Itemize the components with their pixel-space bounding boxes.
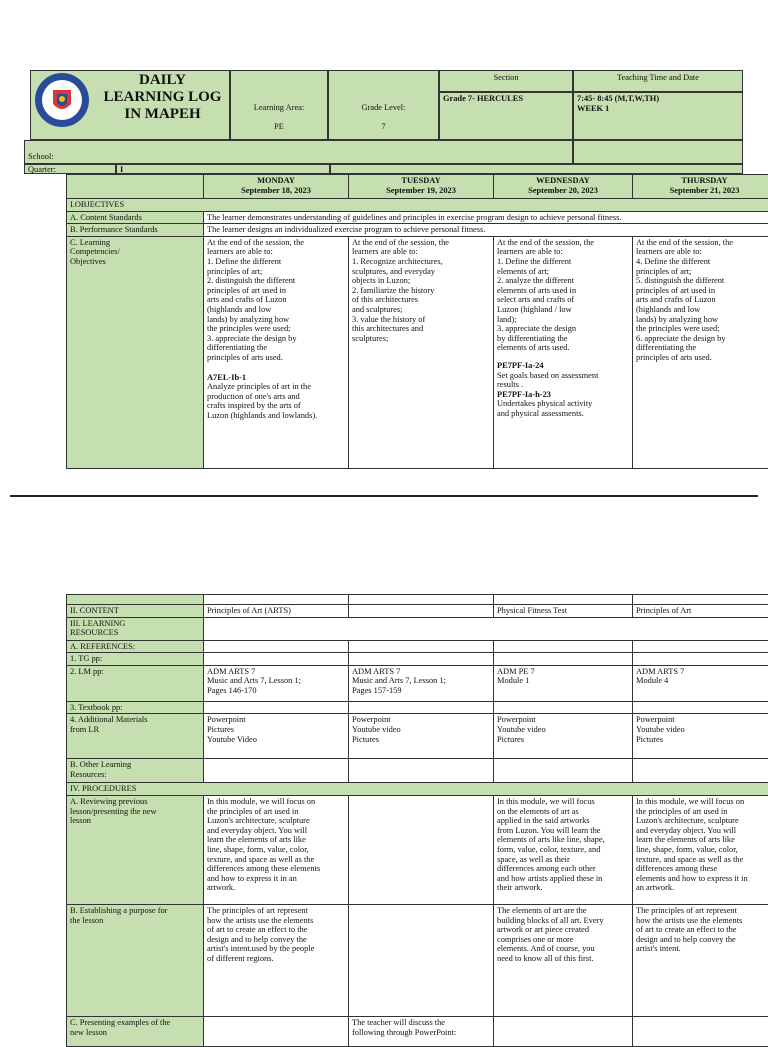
reviewing-monday: In this module, we will focus on the principles of art used in Luzon's architecture, sculpture and everyday object. You will learn the elements of arts like line, shape, form, value, color, texture, and space as well as the differences among these elements and how to express it in an artwork. — [204, 795, 349, 904]
day-header-thursday: THURSDAY September 21, 2023 — [633, 175, 768, 199]
learning-area-label: Learning Area: — [234, 103, 324, 113]
day-header-wednesday: WEDNESDAY September 20, 2023 — [494, 175, 633, 199]
purpose-label: B. Establishing a purpose for the lesson — [67, 904, 204, 1016]
content-standards-value: The learner demonstrates understanding of guidelines and principles in exercise program design to achieve personal fitness. — [204, 211, 768, 224]
reviewing-wednesday: In this module, we will focus on the elements of art as applied in the said artworks from Luzon. You will learn the elements of arts like line, shape, form, value, color, texture, and space, as well as their differences among each other and how artists applied these in their artwork. — [494, 795, 633, 904]
content-standards-label: A. Content Standards — [67, 211, 204, 224]
examples-thursday — [633, 1016, 768, 1046]
section-value-cell: Grade 7- HERCULES — [439, 92, 573, 140]
content-thursday: Principles of Art — [633, 605, 768, 618]
learning-resources-label: III. LEARNING RESOURCES — [67, 617, 204, 640]
other-resources-label: B. Other Learning Resources: — [67, 759, 204, 783]
examples-label: C. Presenting examples of the new lesson — [67, 1016, 204, 1046]
day-header-monday: MONDAY September 18, 2023 — [204, 175, 349, 199]
teacher-cell — [330, 164, 743, 174]
purpose-tuesday — [349, 904, 494, 1016]
deped-seal-icon — [34, 72, 90, 128]
objectives-thursday: At the end of the session, the learners are able to: 4. Define the different principles of art; 5. distinguish the different principles of art used in arts and crafts of Luzon (highlands and low lands) by analyzing how the principles were used; 6. appreciate the design by differentiating the principles of arts used. — [633, 236, 768, 468]
grade-level-cell — [328, 70, 439, 140]
additional-thursday: Powerpoint Youtube video Pictures — [633, 714, 768, 759]
objectives-monday: At the end of the session, the learners are able to: 1. Define the different principles of art; 2. distinguish the different principles of art used in arts and crafts of Luzon (highlands and low lands) by analyzing how the principles were used; 3. appreciate the design by differentiating the principles of arts used. A7EL-Ib-1 Analyze principles of art in the production of one's arts and crafts inspired by the arts of Luzon (highlands and lowlands). — [204, 236, 349, 468]
lm-wednesday: ADM PE 7 Module 1 — [494, 665, 633, 701]
reviewing-lesson-label: A. Reviewing previous lesson/presenting the new lesson — [67, 795, 204, 904]
lm-label: 2. LM pp: — [67, 665, 204, 701]
textbook-label: 3. Textbook pp: — [67, 701, 204, 714]
additional-tuesday: Powerpoint Youtube video Pictures — [349, 714, 494, 759]
learning-competencies-label: C. Learning Competencies/ Objectives — [67, 236, 204, 468]
objectives-table — [66, 174, 768, 469]
examples-monday — [204, 1016, 349, 1046]
performance-standards-label: B. Performance Standards — [67, 224, 204, 237]
examples-wednesday — [494, 1016, 633, 1046]
learning-area-value: PE — [234, 122, 324, 132]
quarter-label-cell: Quarter: — [24, 164, 116, 174]
content-wednesday: Physical Fitness Test — [494, 605, 633, 618]
examples-tuesday: The teacher will discuss the following through PowerPoint: — [349, 1016, 494, 1046]
purpose-thursday: The principles of art represent how the artists use the elements of art to create an effect to the design and to help convey the artist's intent. — [633, 904, 768, 1016]
day-header-tuesday: TUESDAY September 19, 2023 — [349, 175, 494, 199]
additional-wednesday: Powerpoint Youtube video Pictures — [494, 714, 633, 759]
code-pe7pf-ia-h-23: PE7PF-Ia-h-23 — [497, 390, 629, 400]
lm-tuesday: ADM ARTS 7 Music and Arts 7, Lesson 1; Pages 157-159 — [349, 665, 494, 701]
reviewing-thursday: In this module, we will focus on the principles of art used in Luzon's architecture, sculpture and everyday object. You will learn the elements of arts like line, shape, form, value, color, texture, and space as well as the differences among these elements and how to express it in an artwork. — [633, 795, 768, 904]
school-label: School: — [28, 152, 569, 162]
code-pe7pf-ia-24: PE7PF-Ia-24 — [497, 361, 629, 371]
purpose-monday: The principles of art represent how the artists use the elements of art to create an effect to the design and to help convey the artist's intent.used by the people of different regions. — [204, 904, 349, 1016]
section-label-cell: Section — [439, 70, 573, 92]
time-value-cell: 7:45- 8:45 (M,T,W,TH) WEEK 1 — [573, 92, 743, 140]
objectives-tuesday: At the end of the session, the learners are able to: 1. Recognize architectures, sculptures, and everyday objects in Luzon; 2. familiarize the history of this architectures and sculptures; 3. value the history of this architectures and sculptures; — [349, 236, 494, 468]
p2-top-blank — [67, 595, 204, 605]
learning-area-cell — [230, 70, 328, 140]
time-label-cell: Teaching Time and Date — [573, 70, 743, 92]
day-header-blank — [67, 175, 204, 199]
tg-label: 1. TG pp: — [67, 653, 204, 666]
additional-monday: Powerpoint Pictures Youtube Video — [204, 714, 349, 759]
quarter-value-cell: I — [116, 164, 330, 174]
code-a7el-ib-1: A7EL-Ib-1 — [207, 373, 345, 383]
additional-materials-label: 4. Additional Materials from LR — [67, 714, 204, 759]
grade-level-value: 7 — [332, 122, 435, 132]
objectives-wednesday: At the end of the session, the learners are able to: 1. Define the different elements of art; 2. analyze the different elements of arts used in select arts and crafts of Luzon (highland / low land); 3. appreciate the design by differentiating the elements of arts used. PE7PF-Ia-24 Set goals based on assessment results . PE7PF-Ia-h-23 Undertakes physical activity and physical assessments. — [494, 236, 633, 468]
school-cell — [24, 140, 573, 164]
reviewing-tuesday — [349, 795, 494, 904]
references-label: A. REFERENCES: — [67, 640, 204, 653]
school-right-cell — [573, 140, 743, 164]
purpose-wednesday: The elements of art are the building blocks of all art. Every artwork or art piece created comprises one or more elements. And of course, you need to know all of this first. — [494, 904, 633, 1016]
performance-standards-value: The learner designs an individualized exercise program to achieve personal fitness. — [204, 224, 768, 237]
content-tuesday — [349, 605, 494, 618]
page-divider — [10, 495, 758, 497]
content-label: II. CONTENT — [67, 605, 204, 618]
lm-thursday: ADM ARTS 7 Module 4 — [633, 665, 768, 701]
objectives-section-label: I.OBJECTIVES — [67, 199, 768, 212]
learning-resources-value — [204, 617, 768, 640]
procedures-label: IV. PROCEDURES — [67, 783, 768, 796]
content-monday: Principles of Art (ARTS) — [204, 605, 349, 618]
procedures-table — [66, 594, 768, 1047]
lm-monday: ADM ARTS 7 Music and Arts 7, Lesson 1; Pages 146-170 — [204, 665, 349, 701]
log-title: DAILY LEARNING LOG IN MAPEH — [100, 72, 225, 123]
grade-level-label: Grade Level: — [332, 103, 435, 113]
